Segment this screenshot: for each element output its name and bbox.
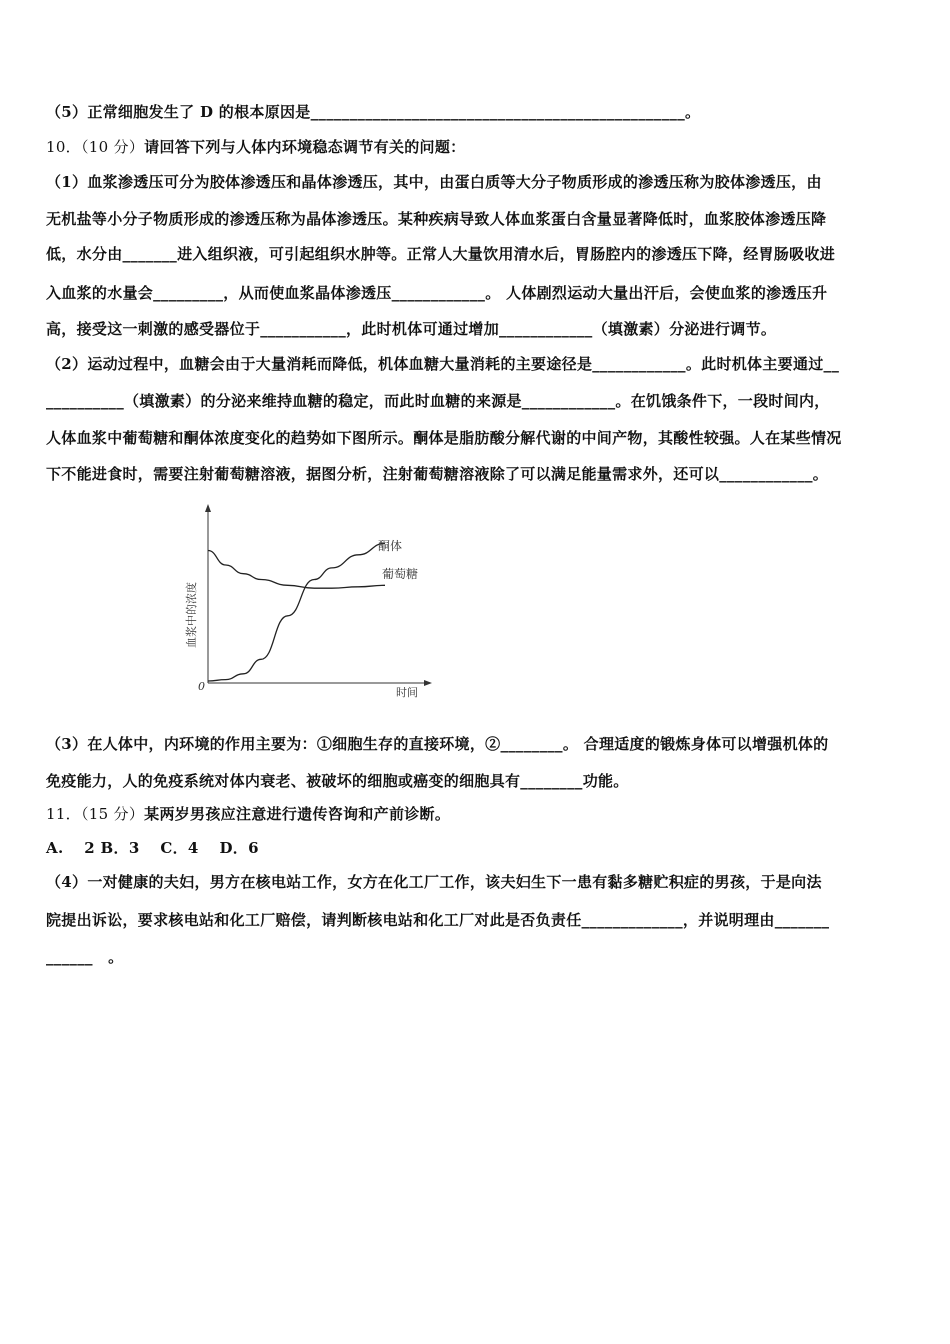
q10-p3-line2: 免疫能力，人的免疫系统对体内衰老、被破坏的细胞或癌变的细胞具有________功能。 [46,772,629,790]
q9-part5-line: （5）正常细胞发生了 D 的根本原因是________________________________________________。 [46,103,701,121]
q10-p2-line3: 人体血浆中葡萄糖和酮体浓度变化的趋势如下图所示。酮体是脂肪酸分解代谢的中间产物，其酸性较强。人在某些情况 [46,429,842,447]
series-glucose-line [208,551,385,589]
q11-number: 11．（15 分） [46,805,145,823]
q11-options: A. 2 B．3 C．4 D．6 [46,839,259,857]
q11-stem: 某两岁男孩应注意进行遗传咨询和产前诊断。 [144,805,451,823]
q10-p2-line2: __________（填激素）的分泌来维持血糖的稳定，而此时血糖的来源是____________。在饥饿条件下，一段时间内， [46,392,830,410]
legend-ketone: 酮体 [378,539,403,553]
q11-header [46,804,906,824]
q10-p1-line1: （1）血浆渗透压可分为胶体渗透压和晶体渗透压，其中，由蛋白质等大分子物质形成的渗透压称为胶体渗透压，由 [46,173,822,191]
q10-p3-line1: （3）在人体中，内环境的作用主要为：①细胞生存的直接环境，②________。 合理适度的锻炼身体可以增强机体的 [46,735,829,753]
q10-p2-line1: （2）运动过程中，血糖会由于大量消耗而降低，机体血糖大量消耗的主要途径是____________。此时机体主要通过__ [46,355,840,373]
q10-p1-line2: 无机盐等小分子物质形成的渗透压称为晶体渗透压。某种疾病导致人体血浆蛋白含量显著降低时，血浆胶体渗透压降 [46,210,827,228]
q11-p4-line3: ______ 。 [46,948,124,966]
q10-p2-line4: 下不能进食时，需要注射葡萄糖溶液，据图分析，注射葡萄糖溶液除了可以满足能量需求外，还可以____________。 [46,465,829,483]
q10-header [46,137,906,157]
ketone-glucose-chart [180,498,440,698]
q10-p1-line5: 高，接受这一刺激的感受器位于___________，此时机体可通过增加____________（填激素）分泌进行调节。 [46,320,777,338]
q11-p4-line1: （4）一对健康的夫妇，男方在核电站工作，女方在化工厂工作，该夫妇生下一患有黏多糖贮积症的男孩，于是向法 [46,873,822,891]
x-axis-arrow [424,680,432,686]
q10-number: 10．（10 分） [46,138,145,156]
q10-p1-line3: 低，水分由_______进入组织液，可引起组织水肿等。正常人大量饮用清水后，胃肠腔内的渗透压下降，经胃肠吸收进 [46,245,836,263]
q10-p1-line4: 入血浆的水量会_________，从而使血浆晶体渗透压____________。 人体剧烈运动大量出汗后，会使血浆的渗透压升 [46,284,828,302]
legend-glucose: 葡萄糖 [382,567,419,581]
origin-label: 0 [198,680,205,693]
y-axis-label: 血浆中的浓度 [185,582,198,648]
series-ketone-line [208,543,385,681]
q11-p4-line2: 院提出诉讼，要求核电站和化工厂赔偿，请判断核电站和化工厂对此是否负责任_____________，并说明理由_______ [46,911,830,929]
q10-stem: 请回答下列与人体内环境稳态调节有关的问题： [144,138,466,156]
x-axis-label: 时间 [396,686,418,698]
y-axis-arrow [205,504,211,512]
